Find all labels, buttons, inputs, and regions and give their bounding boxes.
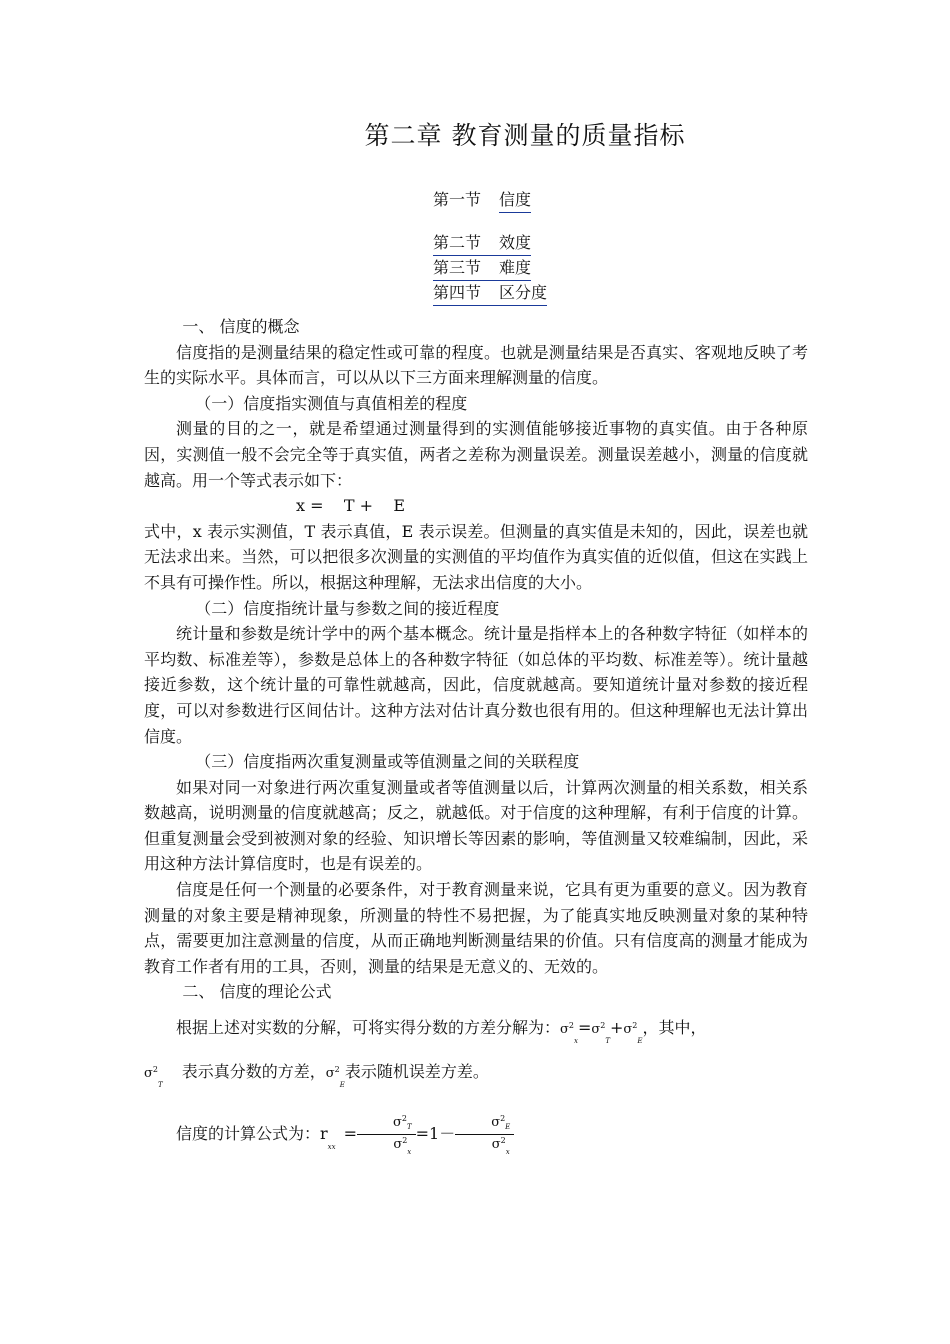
subscript: x — [505, 1148, 510, 1157]
var-e-text: 表示随机误差方差。 — [344, 1062, 489, 1082]
section-heading-2: 二、 信度的理论公式 — [182, 982, 332, 1002]
variance-decomposition — [144, 1015, 808, 1059]
subscript: E — [339, 1081, 345, 1090]
var-t-text: 表示真分数的方差， — [181, 1062, 326, 1082]
paragraph-5: 如果对同一对象进行两次重复测量或者等值测量以后，计算两次测量的相关系数，相关系数越高，说明测量的信度就越高；反之，就越低。对于信度的这种理解，有利于信度的计算。但重复测量会受到被测对象的经验、知识增长等因素的影响，等值测量又较难编制，因此，采用这种方法计算信度时，也是有误差的。 — [144, 777, 808, 874]
sigma-symbol: σ — [325, 1066, 335, 1082]
subscript: T — [406, 1123, 412, 1132]
variance-text-pre: 根据上述对实数的分解，可将实得分数的方差分解为： — [176, 1018, 561, 1038]
superscript: 2 — [402, 1136, 408, 1146]
paragraph-3: 式中，x 表示实测值，T 表示真值，E 表示误差。但测量的真实值是未知的，因此，误差也就无法求出来。当然，可以把很多次测量的实测值的平均值作为真实值的近似值，但这在实践上不具有可操作性。所以，根据这种理解，无法求出信度的大小。 — [144, 521, 808, 592]
paragraph-6: 信度是任何一个测量的必要条件，对于教育测量来说，它具有更为重要的意义。因为教育测量的对象主要是精神现象，所测量的特性不易把握，为了能真实地反映测量对象的某种特点，需要更加注意测量的信度，从而正确地判断测量结果的价值。只有信度高的测量才能成为教育工作者有用的工具，否则，测量的结果是无意义的、无效的。 — [144, 880, 808, 976]
toc-num: 第三节 — [433, 258, 482, 277]
superscript: 2 — [334, 1065, 340, 1075]
superscript: 2 — [632, 1021, 638, 1031]
formula-x-t-e: x = T + E — [296, 496, 406, 516]
one-minus: =1－ — [415, 1124, 456, 1144]
toc-name: 效度 — [499, 233, 532, 252]
section-heading-1: 一、 信度的概念 — [182, 317, 300, 336]
fraction-error-over-observed — [455, 1113, 514, 1156]
table-of-contents — [433, 188, 547, 306]
sigma-symbol: σ — [144, 1066, 153, 1082]
toc-name: 区分度 — [499, 283, 548, 302]
sigma-symbol: σ — [623, 1022, 633, 1038]
subscript: x — [573, 1037, 578, 1046]
plus-sign: + — [609, 1018, 624, 1038]
toc-item-3[interactable] — [433, 256, 531, 281]
body-text — [144, 314, 808, 1156]
equals-sign: = — [577, 1018, 592, 1038]
sigma-symbol: σ — [560, 1022, 569, 1038]
superscript: 2 — [152, 1065, 158, 1075]
sigma-symbol: σ — [591, 1022, 601, 1038]
sigma-symbol: σ — [393, 1137, 403, 1153]
chapter-title: 第二章 教育测量的质量指标 — [364, 121, 686, 150]
sigma-symbol: σ — [491, 1115, 501, 1131]
superscript: 2 — [568, 1021, 574, 1031]
subscript: E — [505, 1123, 511, 1132]
toc-item-1[interactable] — [433, 188, 547, 212]
paragraph-2: 测量的目的之一，就是希望通过测量得到的实测值能够接近事物的真实值。由于各种原因，实测值一般不会完全等于真实值，两者之差称为测量误差。测量误差越小，测量的信度就越高。用一个等式表示如下： — [144, 419, 808, 490]
toc-num: 第四节 — [433, 283, 482, 302]
superscript: 2 — [600, 1021, 606, 1031]
variance-definitions — [144, 1059, 808, 1099]
reliability-formula — [144, 1113, 808, 1156]
toc-num: 第一节 — [433, 190, 482, 209]
subscript: xx — [327, 1143, 336, 1152]
paragraph-4: 统计量和参数是统计学中的两个基本概念。统计量是指样本上的各种数字特征（如样本的平均数、标准差等），参数是总体上的各种数字特征（如总体的平均数、标准差等）。统计量越接近参数，这个统计量的可靠性就越高，因此，信度就越高。要知道统计量对参数的接近程度，可以对参数进行区间估计。这种方法对估计真分数也很有用的。但这种理解也无法计算出信度。 — [144, 624, 808, 746]
superscript: 2 — [500, 1136, 506, 1146]
equals-sign: = — [343, 1124, 357, 1144]
subheading-2: （二）信度指统计量与参数之间的接近程度 — [195, 598, 500, 618]
paragraph-1: 信度指的是测量结果的稳定性或可靠的程度。也就是测量结果是否真实、客观地反映了考生的实际水平。具体而言，可以从以下三方面来理解测量的信度。 — [144, 342, 808, 388]
subscript: T — [605, 1037, 610, 1046]
subheading-3: （三）信度指两次重复测量或等值测量之间的关联程度 — [195, 752, 580, 772]
subscript: T — [157, 1081, 163, 1090]
variance-text-post: ，其中， — [642, 1018, 707, 1038]
subscript: E — [637, 1037, 643, 1046]
subheading-1: （一）信度指实测值与真值相差的程度 — [195, 393, 468, 413]
fraction-true-over-observed — [357, 1113, 416, 1156]
superscript: 2 — [500, 1114, 506, 1124]
subscript: x — [407, 1148, 412, 1157]
toc-item-2[interactable] — [433, 231, 531, 256]
toc-item-4[interactable] — [433, 281, 547, 306]
sigma-symbol: σ — [491, 1137, 501, 1153]
toc-num: 第二节 — [433, 233, 482, 252]
toc-name: 信度 — [499, 188, 531, 213]
superscript: 2 — [401, 1114, 407, 1124]
sigma-symbol: σ — [392, 1115, 402, 1131]
calc-label: 信度的计算公式为：r — [176, 1124, 328, 1144]
toc-name: 难度 — [499, 258, 532, 277]
